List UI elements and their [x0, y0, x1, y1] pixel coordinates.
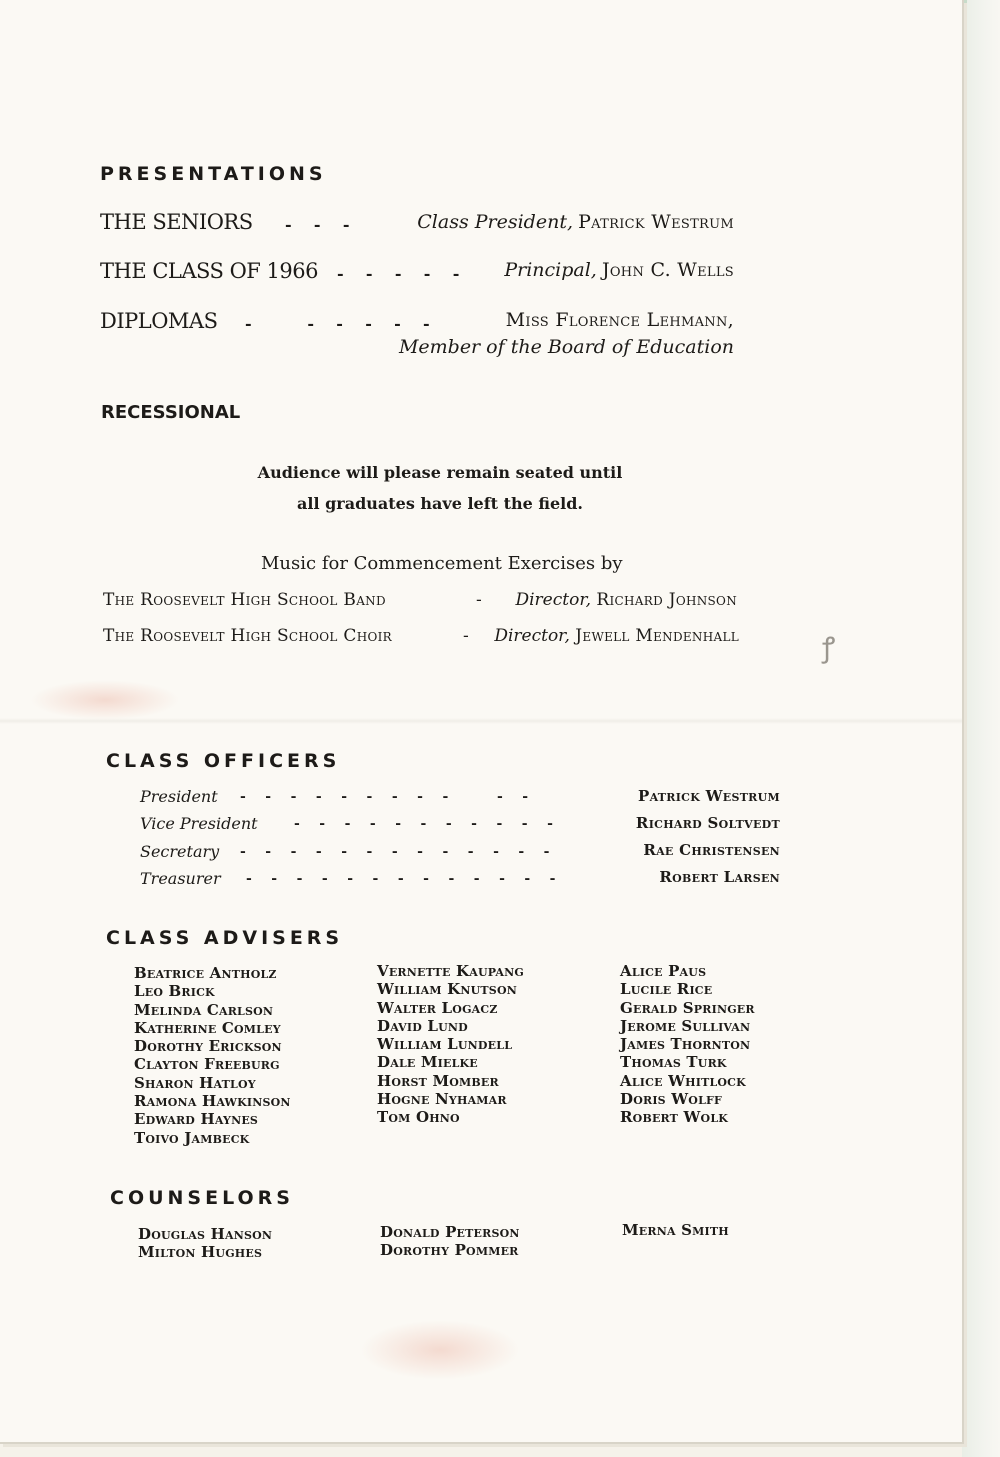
officer-role: Secretary	[140, 842, 220, 861]
adviser-name: Thomas Turk	[620, 1053, 727, 1072]
adviser-name: Ramona Hawkinson	[134, 1092, 291, 1111]
stain-left	[30, 680, 180, 720]
officer-role: Vice President	[140, 814, 258, 833]
adviser-name: Edward Haynes	[134, 1110, 259, 1129]
stain-bottom	[360, 1320, 520, 1380]
counselors-column-3	[622, 1221, 729, 1239]
music-director-band	[515, 590, 737, 610]
music-dash: -	[476, 590, 482, 610]
adviser-name: Alice Whitlock	[620, 1071, 746, 1090]
leader-dots: - - -	[285, 215, 350, 234]
presentation-item-right	[504, 259, 734, 281]
role-label: Director,	[515, 590, 591, 610]
leader-dots: - - - - - - - - - - - - -	[240, 844, 550, 860]
page-fold-crease	[0, 718, 962, 724]
counselor-name: Milton Hughes	[138, 1243, 263, 1262]
counselors-heading: COUNSELORS	[110, 1187, 294, 1209]
advisers-column-1	[134, 964, 291, 1147]
counselor-name: Dorothy Pommer	[380, 1241, 519, 1260]
adviser-name: Hogne Nyhamar	[377, 1090, 507, 1109]
adviser-name: William Lundell	[377, 1035, 513, 1054]
adviser-name: Jerome Sullivan	[620, 1016, 751, 1035]
recessional-note-line2: all graduates have left the field.	[297, 494, 583, 513]
adviser-name: David Lund	[377, 1016, 468, 1035]
adviser-name: Melinda Carlson	[134, 1000, 274, 1019]
counselor-name: Donald Peterson	[380, 1223, 520, 1241]
class-officers-heading: CLASS OFFICERS	[106, 750, 341, 772]
leader-dots: - - - - - - - - - - - - -	[246, 871, 556, 887]
leader-dots: - - - - -	[337, 264, 460, 283]
role-label: Class President,	[417, 211, 573, 233]
board-member-subtitle: Member of the Board of Education	[398, 336, 734, 358]
presentation-item-right	[506, 309, 734, 331]
counselors-column-1	[138, 1225, 272, 1262]
presentation-item-left: THE CLASS OF 1966	[100, 259, 318, 283]
music-group-choir	[103, 626, 392, 646]
officer-role: Treasurer	[140, 869, 221, 888]
adviser-name: Doris Wolff	[620, 1090, 723, 1109]
person-name: Jewell Mendenhall	[575, 626, 739, 646]
adviser-name: Alice Paus	[620, 962, 707, 980]
adviser-name: Horst Momber	[377, 1071, 499, 1090]
person-name: Patrick Westrum	[578, 211, 734, 233]
counselor-name: Merna Smith	[622, 1221, 729, 1239]
officer-name: Rae Christensen	[643, 841, 780, 859]
music-director-choir	[494, 626, 739, 646]
person-name: John C. Wells	[601, 259, 734, 281]
adviser-name: Vernette Kaupang	[377, 962, 525, 980]
adviser-name: William Knutson	[377, 980, 517, 999]
music-group-band	[103, 590, 386, 610]
presentation-item-left: THE SENIORS	[100, 210, 253, 234]
adviser-name: Gerald Springer	[620, 998, 755, 1017]
advisers-column-2	[377, 962, 524, 1127]
recessional-heading: RECESSIONAL	[101, 402, 241, 423]
adviser-name: James Thornton	[620, 1035, 751, 1054]
leader-dots: - - - - - - - - - - -	[294, 816, 553, 832]
presentation-item-left: DIPLOMAS	[100, 309, 218, 333]
leader-dots: - - - - - - - - - - -	[240, 789, 529, 805]
officer-role: President	[140, 787, 218, 806]
advisers-column-3	[620, 962, 755, 1127]
adviser-name: Katherine Comley	[134, 1018, 281, 1037]
adviser-name: Walter Logacz	[377, 998, 498, 1017]
counselors-column-2	[380, 1223, 520, 1260]
leader-dots: - - - - - -	[245, 314, 430, 333]
adviser-name: Sharon Hatloy	[134, 1073, 256, 1092]
green-cover-edge	[962, 0, 1000, 1457]
officer-name: Richard Soltvedt	[635, 814, 780, 832]
adviser-name: Beatrice Antholz	[134, 964, 277, 982]
presentation-item-right	[417, 211, 734, 233]
adviser-name: Dorothy Erickson	[134, 1037, 282, 1056]
adviser-name: Dale Mielke	[377, 1053, 478, 1072]
officer-name: Patrick Westrum	[638, 787, 780, 805]
role-label: Principal,	[504, 259, 597, 281]
officer-name: Robert Larsen	[659, 868, 780, 886]
role-label: Director,	[494, 626, 570, 646]
recessional-note-line1: Audience will please remain seated until	[257, 463, 623, 482]
adviser-name: Tom Ohno	[377, 1108, 460, 1127]
music-heading: Music for Commencement Exercises by	[261, 553, 623, 574]
presentations-heading: PRESENTATIONS	[100, 163, 327, 185]
class-advisers-heading: CLASS ADVISERS	[106, 927, 344, 949]
pencil-mark: ꝭ	[822, 631, 836, 664]
person-name: Miss Florence Lehmann,	[505, 309, 734, 331]
adviser-name: Clayton Freeburg	[134, 1055, 280, 1074]
music-dash: -	[463, 626, 469, 646]
person-name: Richard Johnson	[596, 590, 737, 610]
counselor-name: Douglas Hanson	[138, 1225, 273, 1243]
group-name: The Roosevelt High School Band	[103, 590, 386, 610]
adviser-name: Toivo Jambeck	[134, 1128, 250, 1147]
adviser-name: Lucile Rice	[620, 980, 713, 999]
group-name: The Roosevelt High School Choir	[103, 626, 392, 646]
adviser-name: Leo Brick	[134, 982, 215, 1001]
adviser-name: Robert Wolk	[620, 1108, 729, 1127]
